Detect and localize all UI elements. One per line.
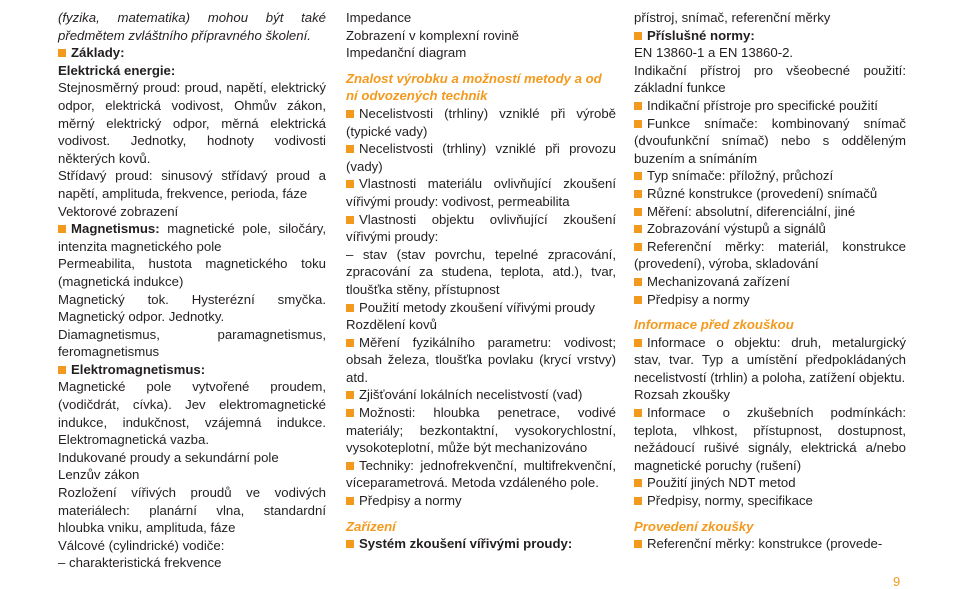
orange-square-bullet-icon	[634, 540, 642, 548]
paragraph	[58, 62, 326, 80]
orange-square-bullet-icon	[634, 243, 642, 251]
bullet-item	[634, 291, 906, 309]
paragraph-text: Impedanční diagram	[346, 45, 467, 61]
paragraph	[634, 62, 906, 97]
paragraph-text: Různé konstrukce (provedení) snímačů	[647, 185, 878, 201]
paragraph-text: Informace o zkušebních podmínkách: teplota, vlhkost, přístupnost, dostupnost, nežádoucí rušivé signály, elektrická a/nebo magnetické poruchy (rušení)	[634, 405, 906, 473]
bullet-item	[346, 175, 616, 210]
bullet-item	[634, 203, 906, 221]
paragraph	[58, 167, 326, 202]
paragraph-text: Magnetické pole vytvořené proudem, (vodičdrát, cívka). Jev elektromagnetické indukce, indukčnost, vzájemná indukce. Elektromagnetická vazba.	[58, 379, 326, 448]
paragraph-text: Funkce snímače: kombinovaný snímač (dvoufunkční snímač) nebo s odděleným buzením a snímáním	[634, 115, 906, 166]
bullet-item	[634, 115, 906, 168]
orange-square-bullet-icon	[346, 391, 354, 399]
orange-square-bullet-icon	[346, 145, 354, 153]
paragraph-text: Zobrazení v komplexní rovině	[346, 27, 519, 43]
orange-square-bullet-icon	[634, 339, 642, 347]
bullet-item	[346, 404, 616, 457]
paragraph-text: Rozsah zkoušky	[634, 387, 731, 403]
section-heading: Provedení zkoušky	[634, 518, 754, 534]
paragraph-text: Měření fyzikálního parametru: vodivost; obsah železa, tloušťka povlaku (krycí vrstvy) atd.	[346, 334, 616, 385]
paragraph-text: Diamagnetismus, paramagnetismus, feromagnetismus	[58, 326, 326, 360]
paragraph-text: – stav (stav povrchu, tepelné zpracování, zpracování za studena, teplota, atd.), tvar, tloušťka stěny, přístupnost	[346, 246, 616, 297]
paragraph-text: EN 13860-1 a EN 13860-2.	[634, 45, 794, 61]
paragraph-text: Válcové (cylindrické) vodiče:	[58, 537, 225, 553]
column-right	[634, 9, 906, 553]
paragraph	[58, 203, 326, 221]
paragraph-text: Zobrazování výstupů a signálů	[647, 221, 826, 237]
bullet-lead-term: Magnetismus:	[71, 221, 160, 237]
paragraph-text: Rozdělení kovů	[346, 317, 437, 333]
bullet-item	[346, 211, 616, 246]
paragraph-text: (fyzika, matematika) mohou být také předmětem zvláštního přípravného školení.	[58, 10, 326, 43]
orange-square-bullet-icon	[346, 409, 354, 417]
paragraph-text: Necelistvosti (trhliny) vzniklé při provozu (vady)	[346, 141, 616, 174]
paragraph-text: magnetické pole, siločáry, intenzita magnetického pole	[58, 221, 326, 254]
paragraph-text: Indukované proudy a sekundární pole	[58, 449, 279, 465]
column-middle	[346, 9, 616, 553]
paragraph	[346, 44, 616, 62]
paragraph-text: Základy:	[71, 45, 125, 61]
paragraph	[346, 316, 616, 334]
orange-square-bullet-icon	[346, 462, 354, 470]
bullet-item	[634, 404, 906, 474]
bullet-item	[58, 220, 326, 255]
bullet-item	[346, 492, 616, 510]
paragraph-text: Možnosti: hloubka penetrace, vodivé materiály; bezkontaktní, vysokorychlostní, vysokoteplotní, může být mechanizováno	[346, 405, 616, 456]
bullet-item	[634, 220, 906, 238]
orange-square-bullet-icon	[634, 479, 642, 487]
orange-square-bullet-icon	[634, 225, 642, 233]
paragraph	[58, 537, 326, 555]
paragraph-text: Elektromagnetismus:	[71, 361, 206, 377]
paragraph-text: Předpisy, normy, specifikace	[647, 493, 813, 509]
orange-square-bullet-icon	[346, 216, 354, 224]
bullet-item	[634, 535, 906, 553]
orange-square-bullet-icon	[634, 497, 642, 505]
paragraph-text: Informace o objektu: druh, metalurgický stav, tvar. Typ a umístění předpokládaných necelistvostí (trhlin) a poloha, zatížení objektu.	[634, 334, 906, 385]
paragraph-text: Permeabilita, hustota magnetického toku (magnetická indukce)	[58, 256, 326, 289]
orange-square-bullet-icon	[634, 32, 642, 40]
paragraph-text: Použití jiných NDT metod	[647, 475, 796, 491]
paragraph-text: Systém zkoušení vířivými proudy:	[359, 536, 573, 552]
bullet-item	[346, 386, 616, 404]
paragraph-text: Předpisy a normy	[359, 493, 462, 509]
paragraph-text: Vektorové zobrazení	[58, 203, 179, 219]
paragraph-text: Střídavý proud: sinusový střídavý proud a napětí, amplituda, frekvence, perioda, fáze	[58, 168, 326, 201]
orange-square-bullet-icon	[634, 278, 642, 286]
orange-square-bullet-icon	[58, 49, 66, 57]
orange-square-bullet-icon	[58, 366, 66, 374]
column-left	[58, 9, 326, 572]
orange-square-bullet-icon	[634, 102, 642, 110]
paragraph-text: Necelistvosti (trhliny) vzniklé při výrobě (typické vady)	[346, 105, 616, 139]
paragraph-text: Vlastnosti objektu ovlivňující zkoušení vířivými proudy:	[346, 211, 616, 245]
bullet-item	[58, 361, 326, 379]
paragraph-text: Rozložení vířivých proudů ve vodivých materiálech: planární vlna, standardní hloubka vniku, amplituda, fáze	[58, 485, 326, 536]
orange-square-bullet-icon	[346, 180, 354, 188]
bullet-item	[634, 185, 906, 203]
bullet-item	[634, 27, 906, 45]
bullet-item	[346, 334, 616, 387]
bullet-item	[634, 334, 906, 387]
paragraph-text: Předpisy a normy	[647, 291, 750, 307]
paragraph	[58, 79, 326, 167]
paragraph-text: Referenční měrky: konstrukce (provede-	[647, 536, 883, 552]
orange-square-bullet-icon	[346, 339, 354, 347]
paragraph-text: Indikační přístroj pro všeobecné použití: základní funkce	[634, 62, 906, 96]
paragraph	[58, 378, 326, 448]
orange-square-bullet-icon	[634, 172, 642, 180]
bullet-item	[634, 97, 906, 115]
bullet-item	[346, 535, 616, 553]
paragraph-text: Příslušné normy:	[647, 27, 755, 43]
page-number: 9	[893, 574, 901, 589]
paragraph-text: Impedance	[346, 10, 412, 25]
paragraph-text: Indikační přístroje pro specifické použití	[647, 97, 878, 113]
paragraph-text: Zjišťování lokálních necelistvostí (vad)	[359, 387, 583, 403]
paragraph	[58, 255, 326, 290]
orange-square-bullet-icon	[346, 110, 354, 118]
orange-square-bullet-icon	[346, 304, 354, 312]
paragraph	[634, 44, 906, 62]
bullet-item	[634, 273, 906, 291]
bullet-item	[634, 167, 906, 185]
bullet-item	[634, 492, 906, 510]
paragraph	[58, 554, 326, 572]
section-heading: Zařízení	[346, 518, 396, 534]
paragraph-text: Magnetický tok. Hysterézní smyčka. Magnetický odpor. Jednotky.	[58, 291, 326, 325]
paragraph	[346, 27, 616, 45]
orange-square-bullet-icon	[634, 296, 642, 304]
paragraph	[634, 386, 906, 404]
bullet-item	[346, 457, 616, 492]
paragraph-text: Použití metody zkoušení vířivými proudy	[359, 299, 596, 315]
paragraph-text: Vlastnosti materiálu ovlivňující zkoušení vířivými proudy: vodivost, permeabilita	[346, 176, 616, 209]
paragraph-text: Elektrická energie:	[58, 62, 176, 78]
bullet-item	[346, 105, 616, 140]
orange-square-bullet-icon	[634, 208, 642, 216]
paragraph	[58, 484, 326, 537]
bullet-item	[634, 238, 906, 273]
paragraph	[58, 466, 326, 484]
paragraph	[346, 246, 616, 299]
paragraph	[346, 9, 616, 27]
paragraph	[58, 9, 326, 44]
orange-square-bullet-icon	[58, 225, 66, 233]
bullet-item	[346, 140, 616, 175]
paragraph-text: Referenční měrky: materiál, konstrukce (provedení), výroba, skladování	[634, 238, 906, 272]
section-heading: Informace před zkouškou	[634, 317, 794, 333]
paragraph	[58, 291, 326, 326]
orange-square-bullet-icon	[346, 540, 354, 548]
section-heading: Znalost výrobku a možností metody a od ní odvozených technik	[346, 70, 602, 104]
bullet-item	[58, 44, 326, 62]
paragraph-text: Stejnosměrný proud: proud, napětí, elektrický odpor, elektrická vodivost, Ohmův zákon, měrný elektrický odpor, měrná elektrická vodivost. Jednotky, hodnoty vodivosti některých kovů.	[58, 80, 326, 166]
paragraph-text: Mechanizovaná zařízení	[647, 273, 790, 289]
paragraph-text: přístroj, snímač, referenční měrky	[634, 10, 831, 25]
paragraph-text: Lenzův zákon	[58, 467, 140, 483]
orange-square-bullet-icon	[634, 409, 642, 417]
bullet-item	[346, 299, 616, 317]
paragraph	[58, 449, 326, 467]
paragraph	[634, 9, 906, 27]
orange-square-bullet-icon	[634, 120, 642, 128]
orange-square-bullet-icon	[634, 190, 642, 198]
paragraph-text: Typ snímače: příložný, průchozí	[647, 168, 834, 184]
orange-square-bullet-icon	[346, 497, 354, 505]
paragraph-text: Techniky: jednofrekvenční, multifrekvenční, víceparametrová. Metoda vzdáleného pole.	[346, 457, 616, 491]
paragraph	[58, 326, 326, 361]
paragraph-text: – charakteristická frekvence	[58, 555, 222, 571]
bullet-item	[634, 474, 906, 492]
paragraph-text: Měření: absolutní, diferenciální, jiné	[647, 203, 856, 219]
